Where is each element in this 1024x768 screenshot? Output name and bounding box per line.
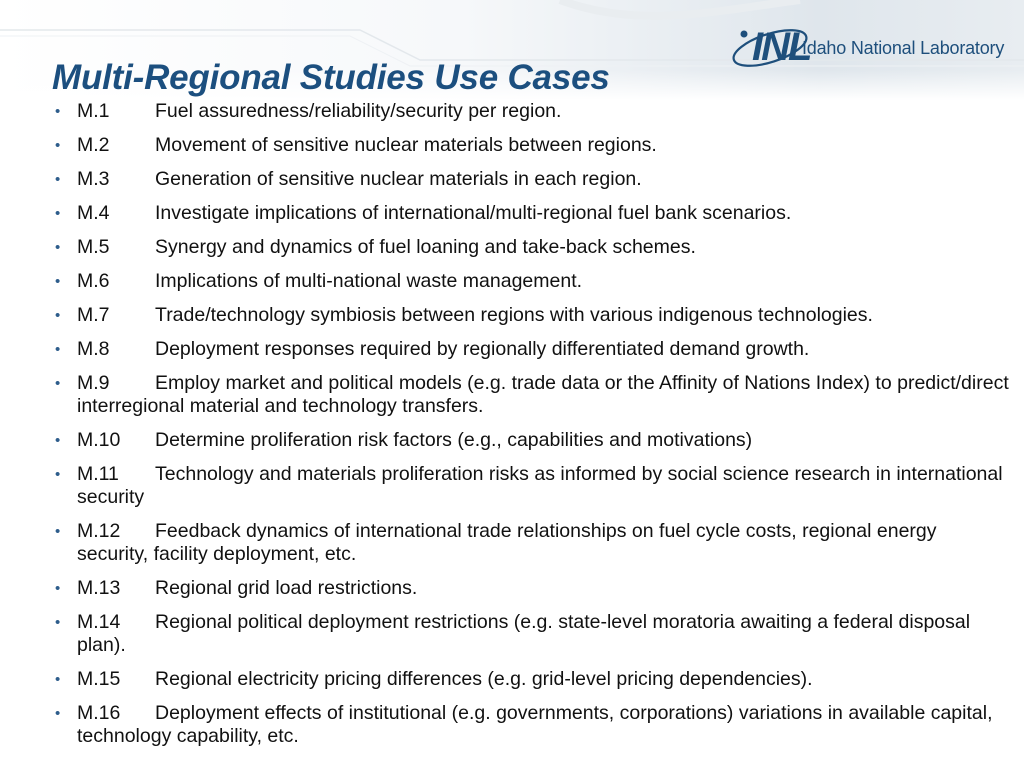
use-case-text: Deployment effects of institutional (e.g. governments, corporations) variations in available capital, technology capability, etc. [77, 702, 993, 747]
use-case-code: M.16 [77, 702, 121, 724]
use-case-text: Regional electricity pricing differences (e.g. grid-level pricing dependencies). [155, 668, 813, 690]
bullet-icon: • [55, 205, 61, 222]
use-case-text: Trade/technology symbiosis between regions with various indigenous technologies. [155, 304, 873, 326]
inl-logo [730, 18, 1005, 78]
use-case-code: M.7 [77, 304, 110, 326]
list-item [52, 577, 1012, 600]
use-case-code: M.9 [77, 372, 110, 394]
list-item [52, 338, 1012, 361]
list-item [52, 429, 1012, 452]
use-case-code: M.5 [77, 236, 110, 258]
use-case-code: M.6 [77, 270, 110, 292]
bullet-icon: • [55, 103, 61, 120]
use-case-text: Determine proliferation risk factors (e.g., capabilities and motivations) [155, 429, 753, 451]
use-case-code: M.11 [77, 463, 119, 485]
use-case-code: M.15 [77, 668, 121, 690]
use-case-code: M.10 [77, 429, 121, 451]
list-item [52, 520, 1012, 566]
use-case-code: M.12 [77, 520, 121, 542]
logo-mark: INL [752, 25, 811, 69]
list-item [52, 668, 1012, 691]
list-item [52, 168, 1012, 191]
use-case-text: Regional political deployment restrictions (e.g. state-level moratoria awaiting a federal disposal plan). [77, 611, 971, 656]
use-case-text: Investigate implications of international/multi-regional fuel bank scenarios. [155, 202, 792, 224]
bullet-icon: • [55, 341, 61, 358]
use-case-text: Fuel assuredness/reliability/security per region. [155, 100, 562, 122]
list-item [52, 463, 1012, 509]
bullet-icon: • [55, 239, 61, 256]
use-case-list [52, 100, 1012, 759]
use-case-code: M.8 [77, 338, 110, 360]
bullet-icon: • [55, 171, 61, 188]
use-case-text: Feedback dynamics of international trade relationships on fuel cycle costs, regional energy security, facility deployment, etc. [77, 520, 937, 565]
use-case-code: M.1 [77, 100, 110, 122]
use-case-code: M.13 [77, 577, 121, 599]
bullet-icon: • [55, 137, 61, 154]
bullet-icon: • [55, 432, 61, 449]
use-case-text: Technology and materials proliferation risks as informed by social science research in international security [77, 463, 1003, 508]
bullet-icon: • [55, 580, 61, 597]
bullet-icon: • [55, 466, 61, 483]
use-case-text: Movement of sensitive nuclear materials between regions. [155, 134, 657, 156]
bullet-icon: • [55, 273, 61, 290]
bullet-icon: • [55, 375, 61, 392]
use-case-text: Deployment responses required by regionally differentiated demand growth. [155, 338, 810, 360]
logo-org-name: Idaho National Laboratory [802, 38, 1005, 58]
list-item [52, 134, 1012, 157]
use-case-text: Employ market and political models (e.g. trade data or the Affinity of Nations Index) to predict/direct interregional material and technology transfers. [77, 372, 1009, 417]
list-item [52, 611, 1012, 657]
use-case-text: Regional grid load restrictions. [155, 577, 418, 599]
use-case-code: M.14 [77, 611, 121, 633]
list-item [52, 304, 1012, 327]
bullet-icon: • [55, 671, 61, 688]
bullet-icon: • [55, 523, 61, 540]
use-case-text: Synergy and dynamics of fuel loaning and take-back schemes. [155, 236, 696, 258]
use-case-code: M.4 [77, 202, 110, 224]
page-title: Multi-Regional Studies Use Cases [52, 58, 610, 97]
list-item [52, 100, 1012, 123]
use-case-code: M.3 [77, 168, 110, 190]
use-case-code: M.2 [77, 134, 110, 156]
bullet-icon: • [55, 705, 61, 722]
use-case-text: Implications of multi-national waste management. [155, 270, 583, 292]
use-case-text: Generation of sensitive nuclear materials in each region. [155, 168, 642, 190]
list-item [52, 270, 1012, 293]
list-item [52, 202, 1012, 225]
bullet-icon: • [55, 307, 61, 324]
list-item [52, 372, 1012, 418]
bullet-icon: • [55, 614, 61, 631]
list-item [52, 702, 1012, 748]
list-item [52, 236, 1012, 259]
